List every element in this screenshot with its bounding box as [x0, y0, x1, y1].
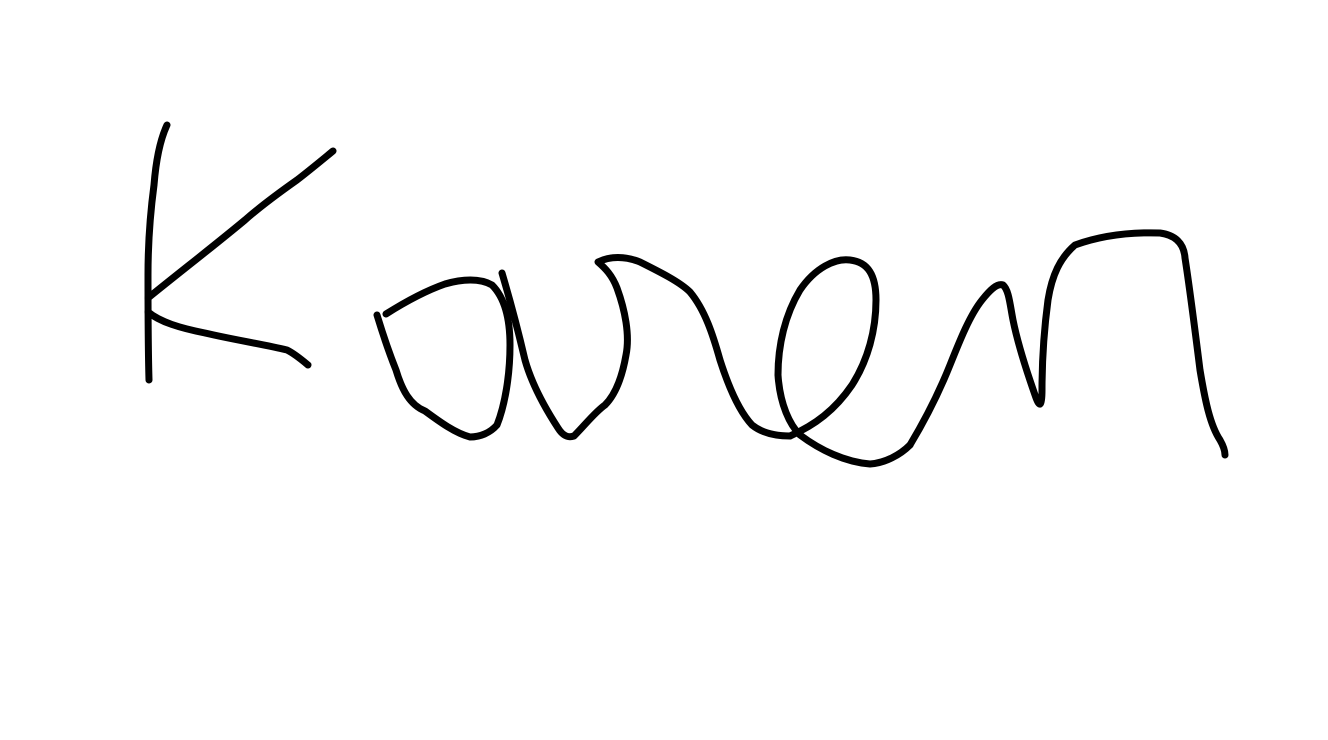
signature-stroke-k-lower-leg — [148, 312, 308, 365]
signature-stroke-a-bowl — [377, 280, 510, 437]
signature-stroke-k-stem — [148, 125, 167, 380]
signature-stroke-r — [502, 258, 790, 437]
signature-stroke-n — [910, 233, 1225, 455]
signature-stroke-k-upper-arm — [148, 151, 333, 298]
signature-stroke-e-loop — [778, 260, 910, 464]
